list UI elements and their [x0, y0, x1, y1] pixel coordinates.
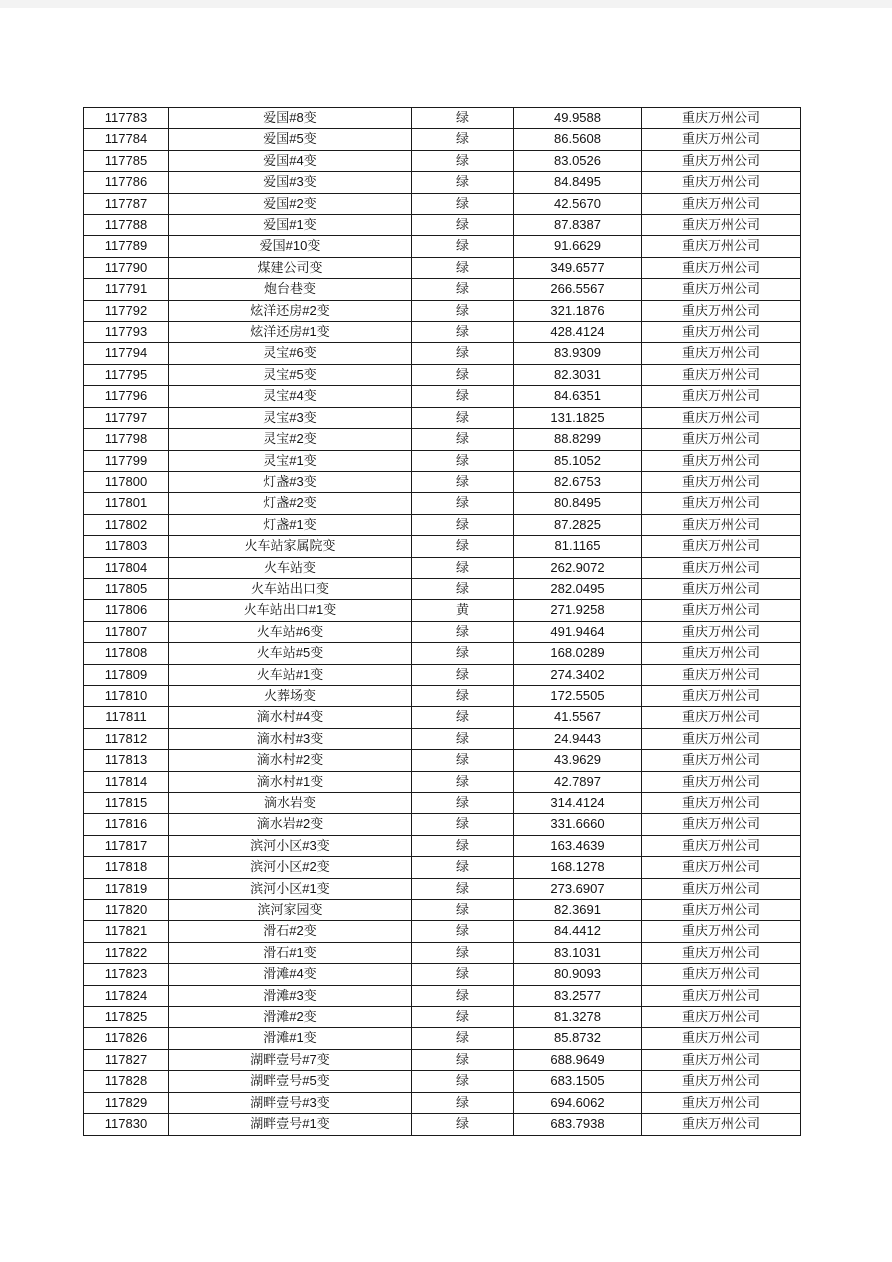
- station-name-cell: 煤建公司变: [169, 257, 412, 278]
- status-cell: 绿: [412, 129, 514, 150]
- row-id-cell: 117820: [84, 900, 169, 921]
- station-name-cell: 滑石#2变: [169, 921, 412, 942]
- table-row: [84, 728, 801, 749]
- value-cell: 83.9309: [514, 343, 642, 364]
- status-cell: 绿: [412, 621, 514, 642]
- company-cell: 重庆万州公司: [642, 985, 801, 1006]
- status-cell: 绿: [412, 985, 514, 1006]
- value-cell: 84.6351: [514, 386, 642, 407]
- status-cell: 绿: [412, 257, 514, 278]
- status-cell: 绿: [412, 857, 514, 878]
- status-cell: 绿: [412, 172, 514, 193]
- station-table-body: [84, 108, 801, 1136]
- value-cell: 331.6660: [514, 814, 642, 835]
- station-name-cell: 爱国#5变: [169, 129, 412, 150]
- station-table: [83, 107, 801, 1136]
- value-cell: 282.0495: [514, 578, 642, 599]
- value-cell: 694.6062: [514, 1092, 642, 1113]
- station-name-cell: 火葬场变: [169, 685, 412, 706]
- company-cell: 重庆万州公司: [642, 707, 801, 728]
- company-cell: 重庆万州公司: [642, 685, 801, 706]
- value-cell: 168.0289: [514, 643, 642, 664]
- row-id-cell: 117807: [84, 621, 169, 642]
- status-cell: 绿: [412, 364, 514, 385]
- table-row: [84, 257, 801, 278]
- company-cell: 重庆万州公司: [642, 728, 801, 749]
- company-cell: 重庆万州公司: [642, 1049, 801, 1070]
- status-cell: 绿: [412, 878, 514, 899]
- row-id-cell: 117797: [84, 407, 169, 428]
- table-row: [84, 493, 801, 514]
- row-id-cell: 117817: [84, 835, 169, 856]
- station-name-cell: 火车站出口#1变: [169, 600, 412, 621]
- row-id-cell: 117787: [84, 193, 169, 214]
- row-id-cell: 117814: [84, 771, 169, 792]
- row-id-cell: 117830: [84, 1114, 169, 1135]
- status-cell: 绿: [412, 493, 514, 514]
- company-cell: 重庆万州公司: [642, 814, 801, 835]
- company-cell: 重庆万州公司: [642, 557, 801, 578]
- station-name-cell: 灯盏#3变: [169, 471, 412, 492]
- table-row: [84, 1092, 801, 1113]
- value-cell: 314.4124: [514, 793, 642, 814]
- station-name-cell: 火车站出口变: [169, 578, 412, 599]
- row-id-cell: 117813: [84, 750, 169, 771]
- company-cell: 重庆万州公司: [642, 964, 801, 985]
- station-name-cell: 灵宝#6变: [169, 343, 412, 364]
- row-id-cell: 117829: [84, 1092, 169, 1113]
- company-cell: 重庆万州公司: [642, 771, 801, 792]
- station-name-cell: 火车站#6变: [169, 621, 412, 642]
- value-cell: 683.1505: [514, 1071, 642, 1092]
- value-cell: 85.8732: [514, 1028, 642, 1049]
- row-id-cell: 117793: [84, 322, 169, 343]
- station-name-cell: 灯盏#2变: [169, 493, 412, 514]
- row-id-cell: 117824: [84, 985, 169, 1006]
- table-row: [84, 343, 801, 364]
- station-name-cell: 滑石#1变: [169, 942, 412, 963]
- value-cell: 271.9258: [514, 600, 642, 621]
- status-cell: 黄: [412, 600, 514, 621]
- status-cell: 绿: [412, 664, 514, 685]
- station-name-cell: 爱国#8变: [169, 108, 412, 129]
- row-id-cell: 117811: [84, 707, 169, 728]
- value-cell: 85.1052: [514, 450, 642, 471]
- value-cell: 24.9443: [514, 728, 642, 749]
- company-cell: 重庆万州公司: [642, 1028, 801, 1049]
- table-row: [84, 1028, 801, 1049]
- station-name-cell: 湖畔壹号#7变: [169, 1049, 412, 1070]
- table-row: [84, 193, 801, 214]
- company-cell: 重庆万州公司: [642, 108, 801, 129]
- row-id-cell: 117785: [84, 150, 169, 171]
- company-cell: 重庆万州公司: [642, 129, 801, 150]
- status-cell: 绿: [412, 1114, 514, 1135]
- company-cell: 重庆万州公司: [642, 514, 801, 535]
- station-name-cell: 灵宝#5变: [169, 364, 412, 385]
- table-row: [84, 300, 801, 321]
- station-name-cell: 灵宝#4变: [169, 386, 412, 407]
- station-name-cell: 滴水村#4变: [169, 707, 412, 728]
- table-row: [84, 964, 801, 985]
- status-cell: 绿: [412, 921, 514, 942]
- table-row: [84, 1049, 801, 1070]
- company-cell: 重庆万州公司: [642, 793, 801, 814]
- station-name-cell: 滨河家园变: [169, 900, 412, 921]
- row-id-cell: 117791: [84, 279, 169, 300]
- row-id-cell: 117792: [84, 300, 169, 321]
- row-id-cell: 117828: [84, 1071, 169, 1092]
- station-name-cell: 滑滩#2变: [169, 1007, 412, 1028]
- station-name-cell: 火车站家属院变: [169, 536, 412, 557]
- value-cell: 163.4639: [514, 835, 642, 856]
- row-id-cell: 117794: [84, 343, 169, 364]
- table-row: [84, 578, 801, 599]
- value-cell: 87.8387: [514, 215, 642, 236]
- value-cell: 83.2577: [514, 985, 642, 1006]
- station-name-cell: 炮台巷变: [169, 279, 412, 300]
- status-cell: 绿: [412, 707, 514, 728]
- station-name-cell: 灵宝#3变: [169, 407, 412, 428]
- status-cell: 绿: [412, 215, 514, 236]
- status-cell: 绿: [412, 279, 514, 300]
- table-row: [84, 878, 801, 899]
- row-id-cell: 117822: [84, 942, 169, 963]
- value-cell: 80.8495: [514, 493, 642, 514]
- value-cell: 82.3031: [514, 364, 642, 385]
- company-cell: 重庆万州公司: [642, 664, 801, 685]
- status-cell: 绿: [412, 814, 514, 835]
- table-row: [84, 386, 801, 407]
- status-cell: 绿: [412, 771, 514, 792]
- company-cell: 重庆万州公司: [642, 1092, 801, 1113]
- company-cell: 重庆万州公司: [642, 386, 801, 407]
- status-cell: 绿: [412, 750, 514, 771]
- station-name-cell: 滨河小区#1变: [169, 878, 412, 899]
- status-cell: 绿: [412, 471, 514, 492]
- status-cell: 绿: [412, 407, 514, 428]
- table-row: [84, 536, 801, 557]
- table-row: [84, 322, 801, 343]
- row-id-cell: 117823: [84, 964, 169, 985]
- station-name-cell: 滨河小区#3变: [169, 835, 412, 856]
- value-cell: 49.9588: [514, 108, 642, 129]
- table-row: [84, 471, 801, 492]
- value-cell: 84.8495: [514, 172, 642, 193]
- row-id-cell: 117819: [84, 878, 169, 899]
- value-cell: 86.5608: [514, 129, 642, 150]
- status-cell: 绿: [412, 1049, 514, 1070]
- company-cell: 重庆万州公司: [642, 471, 801, 492]
- status-cell: 绿: [412, 193, 514, 214]
- row-id-cell: 117804: [84, 557, 169, 578]
- value-cell: 266.5567: [514, 279, 642, 300]
- value-cell: 274.3402: [514, 664, 642, 685]
- company-cell: 重庆万州公司: [642, 1114, 801, 1135]
- table-row: [84, 1071, 801, 1092]
- company-cell: 重庆万州公司: [642, 172, 801, 193]
- status-cell: 绿: [412, 450, 514, 471]
- company-cell: 重庆万州公司: [642, 578, 801, 599]
- station-name-cell: 爱国#3变: [169, 172, 412, 193]
- table-row: [84, 793, 801, 814]
- company-cell: 重庆万州公司: [642, 600, 801, 621]
- station-name-cell: 火车站#1变: [169, 664, 412, 685]
- table-row: [84, 835, 801, 856]
- row-id-cell: 117798: [84, 429, 169, 450]
- row-id-cell: 117788: [84, 215, 169, 236]
- value-cell: 273.6907: [514, 878, 642, 899]
- row-id-cell: 117786: [84, 172, 169, 193]
- table-row: [84, 172, 801, 193]
- status-cell: 绿: [412, 150, 514, 171]
- station-name-cell: 滑滩#3变: [169, 985, 412, 1006]
- company-cell: 重庆万州公司: [642, 942, 801, 963]
- table-row: [84, 750, 801, 771]
- value-cell: 80.9093: [514, 964, 642, 985]
- row-id-cell: 117809: [84, 664, 169, 685]
- station-name-cell: 炫洋还房#2变: [169, 300, 412, 321]
- company-cell: 重庆万州公司: [642, 643, 801, 664]
- value-cell: 83.1031: [514, 942, 642, 963]
- status-cell: 绿: [412, 343, 514, 364]
- company-cell: 重庆万州公司: [642, 407, 801, 428]
- table-row: [84, 771, 801, 792]
- company-cell: 重庆万州公司: [642, 257, 801, 278]
- row-id-cell: 117799: [84, 450, 169, 471]
- table-row: [84, 685, 801, 706]
- station-name-cell: 爱国#10变: [169, 236, 412, 257]
- row-id-cell: 117810: [84, 685, 169, 706]
- company-cell: 重庆万州公司: [642, 493, 801, 514]
- company-cell: 重庆万州公司: [642, 236, 801, 257]
- value-cell: 168.1278: [514, 857, 642, 878]
- table-row: [84, 407, 801, 428]
- value-cell: 683.7938: [514, 1114, 642, 1135]
- station-name-cell: 火车站变: [169, 557, 412, 578]
- value-cell: 83.0526: [514, 150, 642, 171]
- company-cell: 重庆万州公司: [642, 193, 801, 214]
- table-row: [84, 215, 801, 236]
- table-row: [84, 364, 801, 385]
- status-cell: 绿: [412, 835, 514, 856]
- station-name-cell: 爱国#4变: [169, 150, 412, 171]
- row-id-cell: 117784: [84, 129, 169, 150]
- value-cell: 82.6753: [514, 471, 642, 492]
- company-cell: 重庆万州公司: [642, 900, 801, 921]
- station-name-cell: 滨河小区#2变: [169, 857, 412, 878]
- value-cell: 491.9464: [514, 621, 642, 642]
- status-cell: 绿: [412, 942, 514, 963]
- table-row: [84, 150, 801, 171]
- status-cell: 绿: [412, 300, 514, 321]
- row-id-cell: 117808: [84, 643, 169, 664]
- station-name-cell: 滑滩#4变: [169, 964, 412, 985]
- station-name-cell: 炫洋还房#1变: [169, 322, 412, 343]
- row-id-cell: 117805: [84, 578, 169, 599]
- row-id-cell: 117826: [84, 1028, 169, 1049]
- row-id-cell: 117795: [84, 364, 169, 385]
- table-row: [84, 643, 801, 664]
- table-row: [84, 921, 801, 942]
- row-id-cell: 117789: [84, 236, 169, 257]
- table-row: [84, 814, 801, 835]
- table-row: [84, 942, 801, 963]
- value-cell: 321.1876: [514, 300, 642, 321]
- company-cell: 重庆万州公司: [642, 450, 801, 471]
- row-id-cell: 117801: [84, 493, 169, 514]
- company-cell: 重庆万州公司: [642, 1071, 801, 1092]
- row-id-cell: 117815: [84, 793, 169, 814]
- value-cell: 428.4124: [514, 322, 642, 343]
- company-cell: 重庆万州公司: [642, 857, 801, 878]
- status-cell: 绿: [412, 236, 514, 257]
- station-name-cell: 湖畔壹号#3变: [169, 1092, 412, 1113]
- status-cell: 绿: [412, 557, 514, 578]
- row-id-cell: 117806: [84, 600, 169, 621]
- table-row: [84, 1114, 801, 1135]
- company-cell: 重庆万州公司: [642, 343, 801, 364]
- table-row: [84, 621, 801, 642]
- value-cell: 81.3278: [514, 1007, 642, 1028]
- station-name-cell: 滴水岩变: [169, 793, 412, 814]
- table-row: [84, 450, 801, 471]
- table-row: [84, 108, 801, 129]
- status-cell: 绿: [412, 514, 514, 535]
- station-name-cell: 湖畔壹号#1变: [169, 1114, 412, 1135]
- company-cell: 重庆万州公司: [642, 215, 801, 236]
- station-name-cell: 滴水岩#2变: [169, 814, 412, 835]
- company-cell: 重庆万州公司: [642, 835, 801, 856]
- row-id-cell: 117802: [84, 514, 169, 535]
- station-name-cell: 灵宝#1变: [169, 450, 412, 471]
- table-row: [84, 857, 801, 878]
- station-name-cell: 爱国#1变: [169, 215, 412, 236]
- value-cell: 81.1165: [514, 536, 642, 557]
- station-name-cell: 灯盏#1变: [169, 514, 412, 535]
- status-cell: 绿: [412, 578, 514, 599]
- table-row: [84, 429, 801, 450]
- company-cell: 重庆万州公司: [642, 322, 801, 343]
- row-id-cell: 117790: [84, 257, 169, 278]
- table-row: [84, 129, 801, 150]
- company-cell: 重庆万州公司: [642, 878, 801, 899]
- row-id-cell: 117800: [84, 471, 169, 492]
- value-cell: 688.9649: [514, 1049, 642, 1070]
- value-cell: 172.5505: [514, 685, 642, 706]
- value-cell: 42.7897: [514, 771, 642, 792]
- status-cell: 绿: [412, 536, 514, 557]
- table-row: [84, 985, 801, 1006]
- station-name-cell: 滑滩#1变: [169, 1028, 412, 1049]
- status-cell: 绿: [412, 1071, 514, 1092]
- value-cell: 42.5670: [514, 193, 642, 214]
- status-cell: 绿: [412, 728, 514, 749]
- status-cell: 绿: [412, 793, 514, 814]
- company-cell: 重庆万州公司: [642, 921, 801, 942]
- row-id-cell: 117783: [84, 108, 169, 129]
- status-cell: 绿: [412, 322, 514, 343]
- value-cell: 82.3691: [514, 900, 642, 921]
- status-cell: 绿: [412, 643, 514, 664]
- status-cell: 绿: [412, 685, 514, 706]
- company-cell: 重庆万州公司: [642, 621, 801, 642]
- value-cell: 87.2825: [514, 514, 642, 535]
- station-name-cell: 滴水村#1变: [169, 771, 412, 792]
- company-cell: 重庆万州公司: [642, 1007, 801, 1028]
- status-cell: 绿: [412, 386, 514, 407]
- value-cell: 84.4412: [514, 921, 642, 942]
- value-cell: 43.9629: [514, 750, 642, 771]
- status-cell: 绿: [412, 1092, 514, 1113]
- value-cell: 91.6629: [514, 236, 642, 257]
- value-cell: 262.9072: [514, 557, 642, 578]
- row-id-cell: 117796: [84, 386, 169, 407]
- company-cell: 重庆万州公司: [642, 300, 801, 321]
- value-cell: 88.8299: [514, 429, 642, 450]
- station-name-cell: 爱国#2变: [169, 193, 412, 214]
- company-cell: 重庆万州公司: [642, 150, 801, 171]
- table-row: [84, 557, 801, 578]
- row-id-cell: 117818: [84, 857, 169, 878]
- value-cell: 349.6577: [514, 257, 642, 278]
- company-cell: 重庆万州公司: [642, 279, 801, 300]
- value-cell: 131.1825: [514, 407, 642, 428]
- company-cell: 重庆万州公司: [642, 364, 801, 385]
- row-id-cell: 117812: [84, 728, 169, 749]
- station-name-cell: 滴水村#3变: [169, 728, 412, 749]
- scan-edge-shadow: [0, 0, 892, 8]
- company-cell: 重庆万州公司: [642, 750, 801, 771]
- table-row: [84, 514, 801, 535]
- table-row: [84, 707, 801, 728]
- company-cell: 重庆万州公司: [642, 536, 801, 557]
- table-row: [84, 664, 801, 685]
- status-cell: 绿: [412, 900, 514, 921]
- row-id-cell: 117821: [84, 921, 169, 942]
- company-cell: 重庆万州公司: [642, 429, 801, 450]
- station-name-cell: 灵宝#2变: [169, 429, 412, 450]
- station-name-cell: 火车站#5变: [169, 643, 412, 664]
- status-cell: 绿: [412, 1028, 514, 1049]
- value-cell: 41.5567: [514, 707, 642, 728]
- row-id-cell: 117803: [84, 536, 169, 557]
- table-row: [84, 236, 801, 257]
- station-name-cell: 滴水村#2变: [169, 750, 412, 771]
- status-cell: 绿: [412, 1007, 514, 1028]
- table-row: [84, 600, 801, 621]
- row-id-cell: 117825: [84, 1007, 169, 1028]
- table-row: [84, 279, 801, 300]
- table-row: [84, 900, 801, 921]
- row-id-cell: 117827: [84, 1049, 169, 1070]
- status-cell: 绿: [412, 964, 514, 985]
- row-id-cell: 117816: [84, 814, 169, 835]
- status-cell: 绿: [412, 108, 514, 129]
- status-cell: 绿: [412, 429, 514, 450]
- station-name-cell: 湖畔壹号#5变: [169, 1071, 412, 1092]
- table-row: [84, 1007, 801, 1028]
